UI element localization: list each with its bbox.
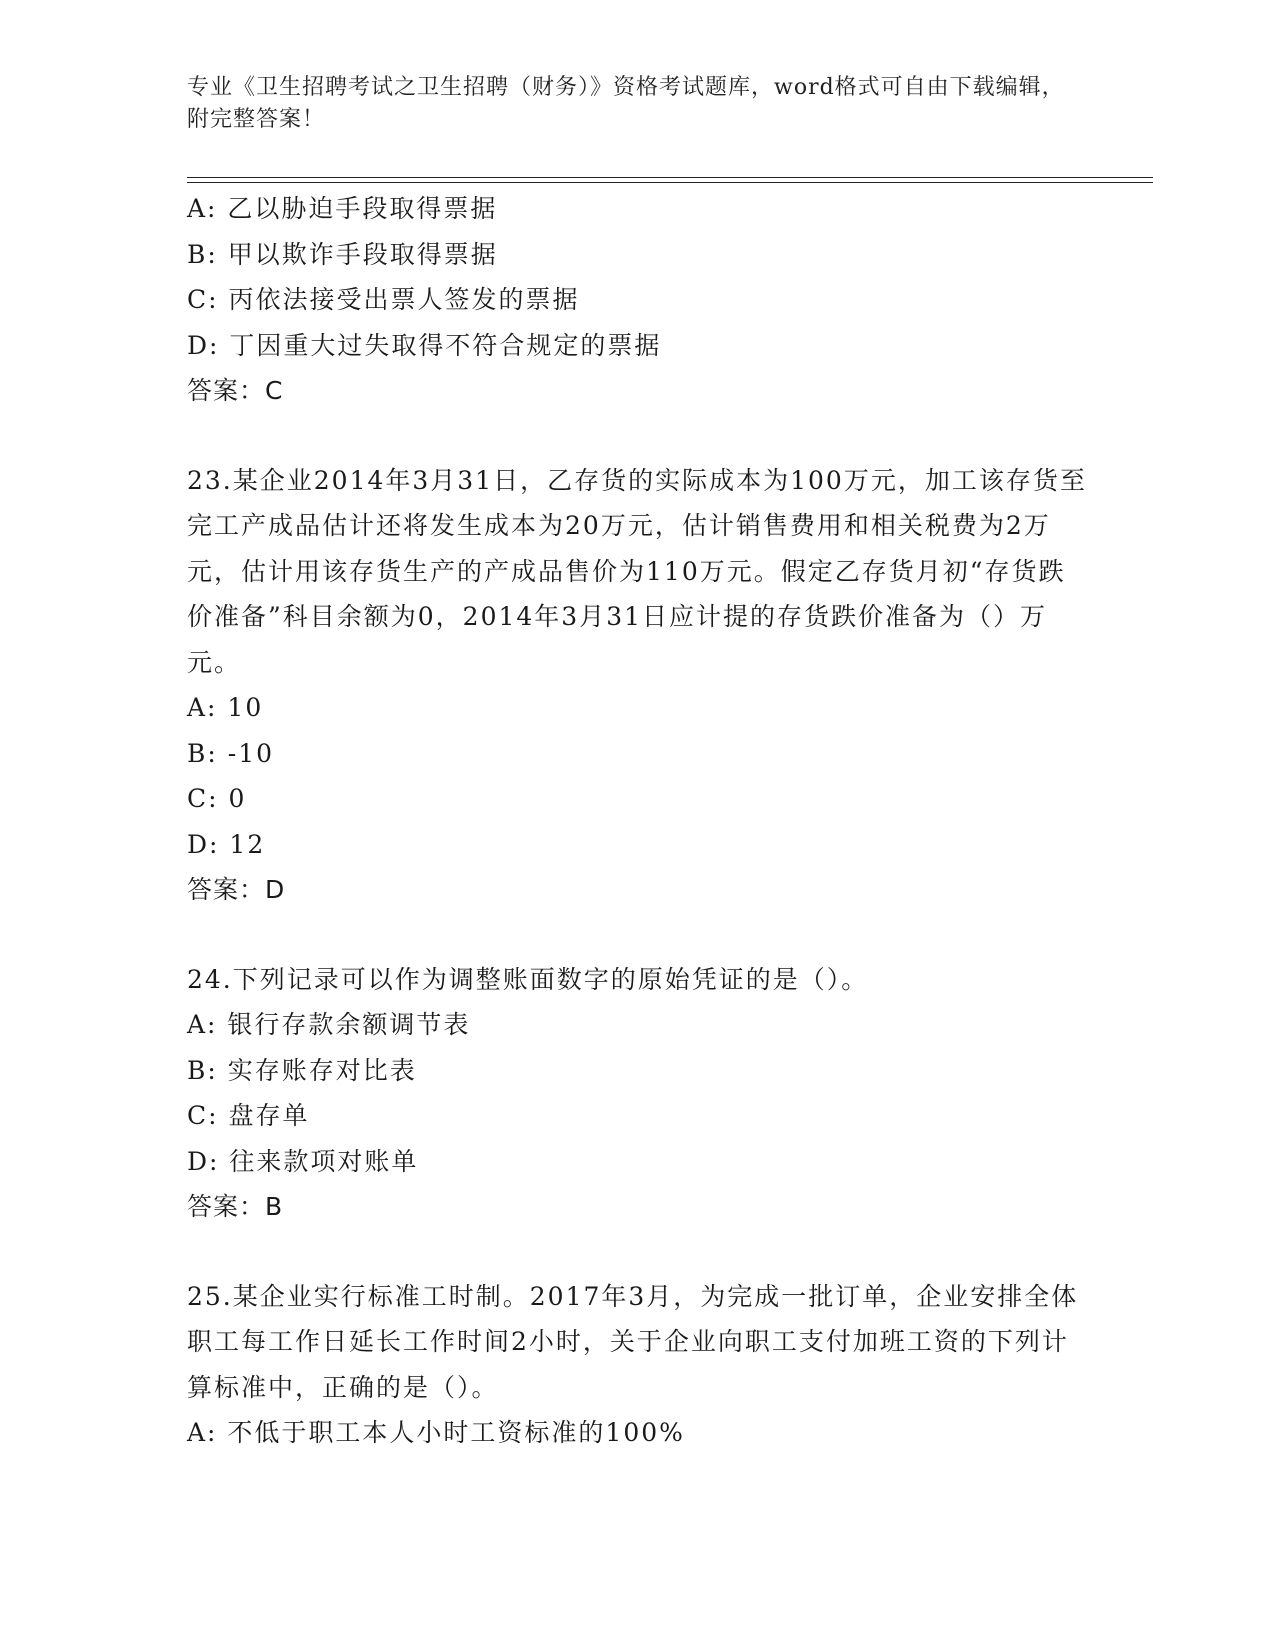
answer: 答案：D bbox=[187, 875, 286, 904]
option-a: A: 不低于职工本人小时工资标准的100% bbox=[187, 1418, 685, 1447]
option-d: D: 往来款项对账单 bbox=[187, 1146, 419, 1176]
option-c: C: 盘存单 bbox=[187, 1101, 310, 1130]
header-rule-bottom bbox=[187, 182, 1153, 183]
answer: 答案：B bbox=[187, 1192, 284, 1221]
question-stem: 23.某企业2014年3月31日，乙存货的实际成本为100万元，加工该存货至完工产成品估计还将发生成本为20万元，估计销售费用和相关税费为2万元，估计用该存货生产的产成品售价为110万元。假定乙存货月初“存货跌价准备”科目余额为0，2014年3月31日应计提的存货跌价准备为（）万元。 bbox=[187, 465, 1087, 677]
option-a: A: 银行存款余额调节表 bbox=[187, 1010, 471, 1039]
question-gap bbox=[187, 1230, 1087, 1274]
option-c: C: 0 bbox=[187, 784, 247, 813]
option-b: B: 实存账存对比表 bbox=[187, 1055, 417, 1085]
option-b: B: 甲以欺诈手段取得票据 bbox=[187, 239, 498, 269]
question-23 bbox=[187, 458, 1087, 913]
option-d: D: 12 bbox=[187, 829, 266, 859]
question-gap bbox=[187, 414, 1087, 458]
header-rule-top bbox=[187, 177, 1153, 178]
question-24 bbox=[187, 957, 1087, 1230]
question-22-tail bbox=[187, 186, 1087, 414]
question-gap bbox=[187, 913, 1087, 957]
option-b: B: -10 bbox=[187, 738, 274, 768]
answer: 答案：C bbox=[187, 376, 284, 405]
option-c: C: 丙依法接受出票人签发的票据 bbox=[187, 285, 580, 314]
question-stem: 25.某企业实行标准工时制。2017年3月，为完成一批订单，企业安排全体职工每工作日延长工作时间2小时，关于企业向职工支付加班工资的下列计算标准中，正确的是（）。 bbox=[187, 1281, 1079, 1402]
page-header: 专业《卫生招聘考试之卫生招聘（财务）》资格考试题库，word格式可自由下载编辑，附完整答案！ bbox=[187, 75, 1065, 132]
option-a: A: 乙以胁迫手段取得票据 bbox=[187, 194, 498, 223]
option-a: A: 10 bbox=[187, 693, 264, 722]
question-25 bbox=[187, 1274, 1087, 1456]
option-d: D: 丁因重大过失取得不符合规定的票据 bbox=[187, 330, 662, 360]
question-stem: 24.下列记录可以作为调整账面数字的原始凭证的是（）。 bbox=[187, 964, 869, 994]
question-content bbox=[187, 186, 1087, 1456]
